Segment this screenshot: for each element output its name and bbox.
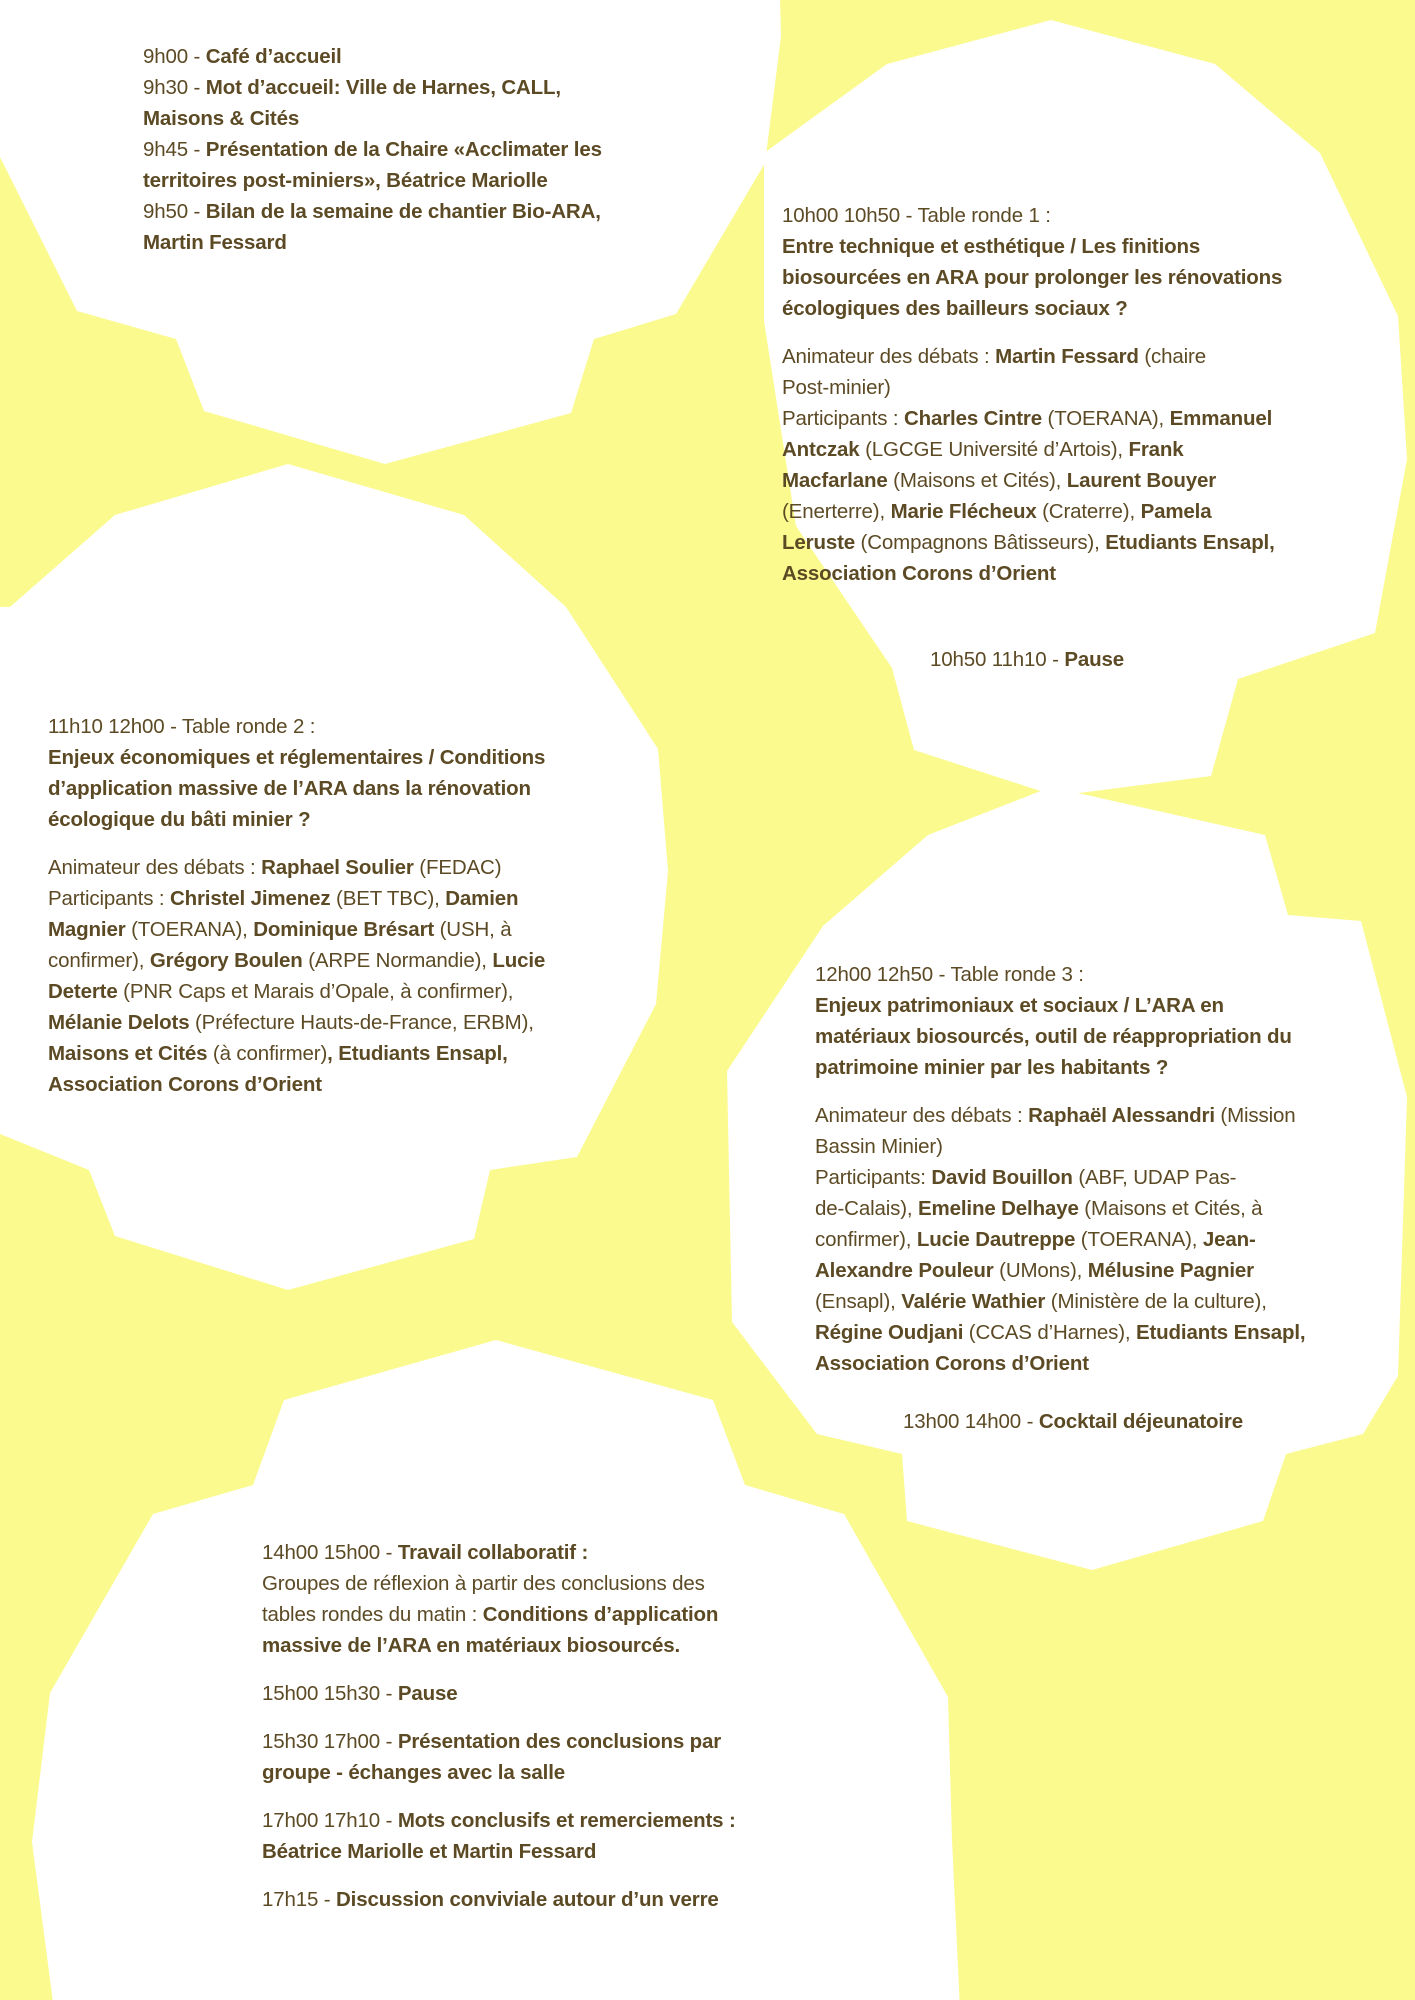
bold-text: Frank — [1128, 438, 1184, 461]
bold-text: Discussion conviviale autour d’un verre — [336, 1888, 719, 1911]
bold-text: Association Corons d’Orient — [48, 1073, 322, 1096]
regular-text: (TOERANA), — [1041, 407, 1170, 430]
regular-text: confirmer), — [815, 1228, 917, 1251]
regular-text: 11h10 12h00 - Table ronde 2 : — [48, 715, 316, 738]
program-line — [815, 959, 1305, 990]
bold-text: Martin Fessard — [143, 231, 287, 254]
bold-text: Magnier — [48, 918, 126, 941]
program-line — [262, 1836, 736, 1867]
bold-text: Bilan de la semaine de chantier Bio-ARA, — [205, 200, 601, 223]
regular-text: (Enerterre), — [782, 500, 891, 523]
regular-text: (ABF, UDAP Pas- — [1072, 1166, 1237, 1189]
program-line — [782, 558, 1282, 589]
program-line — [262, 1726, 736, 1757]
program-line — [48, 742, 545, 773]
bold-text: Association Corons d’Orient — [815, 1352, 1089, 1375]
regular-text: (Ensapl), — [815, 1290, 902, 1313]
bold-text: Christel Jimenez — [169, 887, 331, 910]
spacer — [782, 324, 1282, 341]
spacer — [262, 1661, 736, 1678]
program-line — [815, 1286, 1305, 1317]
spacer — [262, 1867, 736, 1884]
program-line — [143, 227, 602, 258]
bold-text: Entre technique et esthétique / Les finitions — [782, 235, 1201, 258]
bold-text: Association Corons d’Orient — [782, 562, 1056, 585]
program-line — [815, 1021, 1305, 1052]
regular-text: (ARPE Normandie), — [302, 949, 493, 972]
program-line — [262, 1599, 736, 1630]
regular-text: Animateur des débats : — [782, 345, 996, 368]
program-line — [782, 372, 1282, 403]
regular-text: Post-minier) — [782, 376, 891, 399]
regular-text: 15h00 15h30 - — [262, 1682, 398, 1705]
bold-text: Antczak — [782, 438, 860, 461]
regular-text: Animateur des débats : — [815, 1104, 1029, 1127]
program-line — [262, 1568, 736, 1599]
regular-text: (CCAS d’Harnes), — [963, 1321, 1136, 1344]
regular-text: tables rondes du matin : — [262, 1603, 483, 1626]
afternoon-block — [262, 1537, 736, 1915]
morning-welcome-block — [143, 41, 602, 258]
bold-text: Jean- — [1202, 1228, 1256, 1251]
regular-text: 9h30 - — [143, 76, 206, 99]
regular-text: 12h00 12h50 - Table ronde 3 : — [815, 963, 1084, 986]
regular-text: Participants : — [48, 887, 170, 910]
program-line — [815, 1224, 1305, 1255]
regular-text: (PNR Caps et Marais d’Opale, à confirmer), — [117, 980, 514, 1003]
regular-text: (Compagnons Bâtisseurs), — [855, 531, 1106, 554]
program-line — [48, 976, 545, 1007]
program-line — [143, 165, 602, 196]
bold-text: Mots conclusifs et remerciements : — [397, 1809, 736, 1832]
bold-text: Présentation des conclusions par — [397, 1730, 722, 1753]
program-line — [815, 1100, 1305, 1131]
program-line — [48, 852, 545, 883]
bold-text: Cocktail déjeunatoire — [1038, 1410, 1244, 1433]
program-line — [815, 1348, 1305, 1379]
bold-text: Café d’accueil — [205, 45, 342, 68]
program-line — [815, 1193, 1305, 1224]
bold-text: d’application massive de l’ARA dans la rénovation — [48, 777, 531, 800]
program-line — [815, 1162, 1305, 1193]
regular-text: Animateur des débats : — [48, 856, 262, 879]
spacer — [815, 1083, 1305, 1100]
lunch-block — [903, 1406, 1243, 1437]
bold-text: Pause — [1064, 648, 1124, 671]
regular-text: (USH, à — [434, 918, 512, 941]
bold-text: Pamela — [1140, 500, 1212, 523]
bold-text: Emmanuel — [1169, 407, 1273, 430]
table-ronde-1-block — [782, 200, 1282, 589]
bold-text: Deterte — [48, 980, 118, 1003]
bold-text: Macfarlane — [782, 469, 888, 492]
regular-text: (Ministère de la culture), — [1045, 1290, 1267, 1313]
bold-text: territoires post-miniers», Béatrice Mariolle — [143, 169, 548, 192]
bold-text: Valérie Wathier — [901, 1290, 1046, 1313]
program-line — [782, 293, 1282, 324]
bold-text: Lucie Dautreppe — [916, 1228, 1076, 1251]
bold-text: Raphaël Alessandri — [1028, 1104, 1215, 1127]
program-line — [815, 1131, 1305, 1162]
regular-text: 14h00 15h00 - — [262, 1541, 398, 1564]
program-line — [782, 200, 1282, 231]
program-line — [782, 434, 1282, 465]
regular-text: (Préfecture Hauts-de-France, ERBM), — [189, 1011, 534, 1034]
program-line — [815, 1255, 1305, 1286]
bold-text: Dominique Brésart — [253, 918, 435, 941]
program-line — [48, 945, 545, 976]
table-ronde-2-block — [48, 711, 545, 1100]
program-line — [262, 1537, 736, 1568]
program-line — [782, 527, 1282, 558]
bold-text: Maisons & Cités — [143, 107, 300, 130]
bold-text: Régine Oudjani — [815, 1321, 964, 1344]
program-line — [143, 103, 602, 134]
bold-text: patrimoine minier par les habitants ? — [815, 1056, 1169, 1079]
bold-text: Mélusine Pagnier — [1087, 1259, 1254, 1282]
program-line — [903, 1406, 1243, 1437]
program-line — [782, 465, 1282, 496]
bold-text: Conditions d’application — [482, 1603, 719, 1626]
regular-text: (Maisons et Cités), — [887, 469, 1067, 492]
program-line — [262, 1805, 736, 1836]
bold-text: Lucie — [492, 949, 546, 972]
program-line — [48, 711, 545, 742]
bold-text: Emeline Delhaye — [918, 1197, 1079, 1220]
regular-text: 9h50 - — [143, 200, 206, 223]
program-line — [143, 41, 602, 72]
program-line — [782, 231, 1282, 262]
bold-text: massive de l’ARA en matériaux biosourcés. — [262, 1634, 681, 1657]
bold-text: groupe - échanges avec la salle — [262, 1761, 565, 1784]
regular-text: (Maisons et Cités, à — [1078, 1197, 1263, 1220]
spacer — [262, 1709, 736, 1726]
regular-text: 17h00 17h10 - — [262, 1809, 398, 1832]
program-line — [782, 496, 1282, 527]
pause-1-block — [930, 644, 1124, 675]
regular-text: 9h00 - — [143, 45, 206, 68]
bold-text: Etudiants Ensapl, — [1135, 1321, 1306, 1344]
regular-text: (TOERANA), — [125, 918, 254, 941]
regular-text: confirmer), — [48, 949, 150, 972]
regular-text: (BET TBC), — [330, 887, 446, 910]
program-line — [48, 914, 545, 945]
regular-text: 17h15 - — [262, 1888, 337, 1911]
regular-text: Bassin Minier) — [815, 1135, 943, 1158]
program-line — [815, 1052, 1305, 1083]
regular-text: 10h00 10h50 - Table ronde 1 : — [782, 204, 1051, 227]
bold-text: Raphael Soulier — [261, 856, 414, 879]
program-line — [143, 134, 602, 165]
program-line — [143, 72, 602, 103]
bold-text: écologiques des bailleurs sociaux ? — [782, 297, 1128, 320]
program-line — [48, 773, 545, 804]
regular-text: 10h50 11h10 - — [930, 648, 1065, 671]
regular-text: 13h00 14h00 - — [903, 1410, 1039, 1433]
bold-text: Travail collaboratif : — [397, 1541, 589, 1564]
regular-text: (chaire — [1138, 345, 1206, 368]
program-line — [815, 990, 1305, 1021]
bold-text: Enjeux économiques et réglementaires / Conditions — [48, 746, 546, 769]
bold-text: Béatrice Mariolle et Martin Fessard — [262, 1840, 597, 1863]
regular-text: (TOERANA), — [1075, 1228, 1203, 1251]
bold-text: Leruste — [782, 531, 856, 554]
program-line — [782, 403, 1282, 434]
program-line — [262, 1678, 736, 1709]
regular-text: de-Calais), — [815, 1197, 919, 1220]
program-line — [262, 1630, 736, 1661]
regular-text: (à confirmer) — [207, 1042, 328, 1065]
regular-text: (FEDAC) — [413, 856, 502, 879]
bold-text: Maisons et Cités — [48, 1042, 208, 1065]
bold-text: matériaux biosourcés, outil de réappropriation du — [815, 1025, 1292, 1048]
bold-text: écologique du bâti minier ? — [48, 808, 311, 831]
regular-text: Groupes de réflexion à partir des conclusions des — [262, 1572, 705, 1595]
program-line — [930, 644, 1124, 675]
program-line — [143, 196, 602, 227]
bold-text: Laurent Bouyer — [1066, 469, 1217, 492]
table-ronde-3-block — [815, 959, 1305, 1379]
regular-text: Participants : — [782, 407, 904, 430]
bold-text: Charles Cintre — [903, 407, 1042, 430]
program-line — [782, 341, 1282, 372]
bold-text: Enjeux patrimoniaux et sociaux / L’ARA en — [815, 994, 1224, 1017]
bold-text: Pause — [397, 1682, 458, 1705]
program-line — [48, 1007, 545, 1038]
regular-text: (UMons), — [993, 1259, 1088, 1282]
bold-text: Martin Fessard — [995, 345, 1139, 368]
spacer — [48, 835, 545, 852]
spacer — [262, 1788, 736, 1805]
regular-text: 9h45 - — [143, 138, 206, 161]
bold-text: Présentation de la Chaire «Acclimater les — [205, 138, 602, 161]
regular-text: (LGCGE Université d’Artois), — [859, 438, 1129, 461]
bold-text: Mot d’accueil: Ville de Harnes, CALL, — [205, 76, 561, 99]
regular-text: (Mission — [1214, 1104, 1296, 1127]
program-line — [48, 883, 545, 914]
bold-text: , Etudiants Ensapl, — [327, 1042, 508, 1065]
regular-text: Participants: — [815, 1166, 932, 1189]
bold-text: biosourcées en ARA pour prolonger les rénovations — [782, 266, 1283, 289]
regular-text: (Craterre), — [1036, 500, 1141, 523]
program-line — [782, 262, 1282, 293]
bold-text: Etudiants Ensapl, — [1105, 531, 1275, 554]
bold-text: Alexandre Pouleur — [815, 1259, 994, 1282]
bold-text: Grégory Boulen — [149, 949, 303, 972]
regular-text: 15h30 17h00 - — [262, 1730, 398, 1753]
bold-text: Damien — [445, 887, 519, 910]
bold-text: Marie Flécheux — [890, 500, 1037, 523]
bold-text: Mélanie Delots — [48, 1011, 190, 1034]
program-line — [262, 1757, 736, 1788]
program-line — [815, 1317, 1305, 1348]
bold-text: David Bouillon — [931, 1166, 1073, 1189]
program-line — [48, 1038, 545, 1069]
program-line — [48, 804, 545, 835]
program-line — [262, 1884, 736, 1915]
program-line — [48, 1069, 545, 1100]
